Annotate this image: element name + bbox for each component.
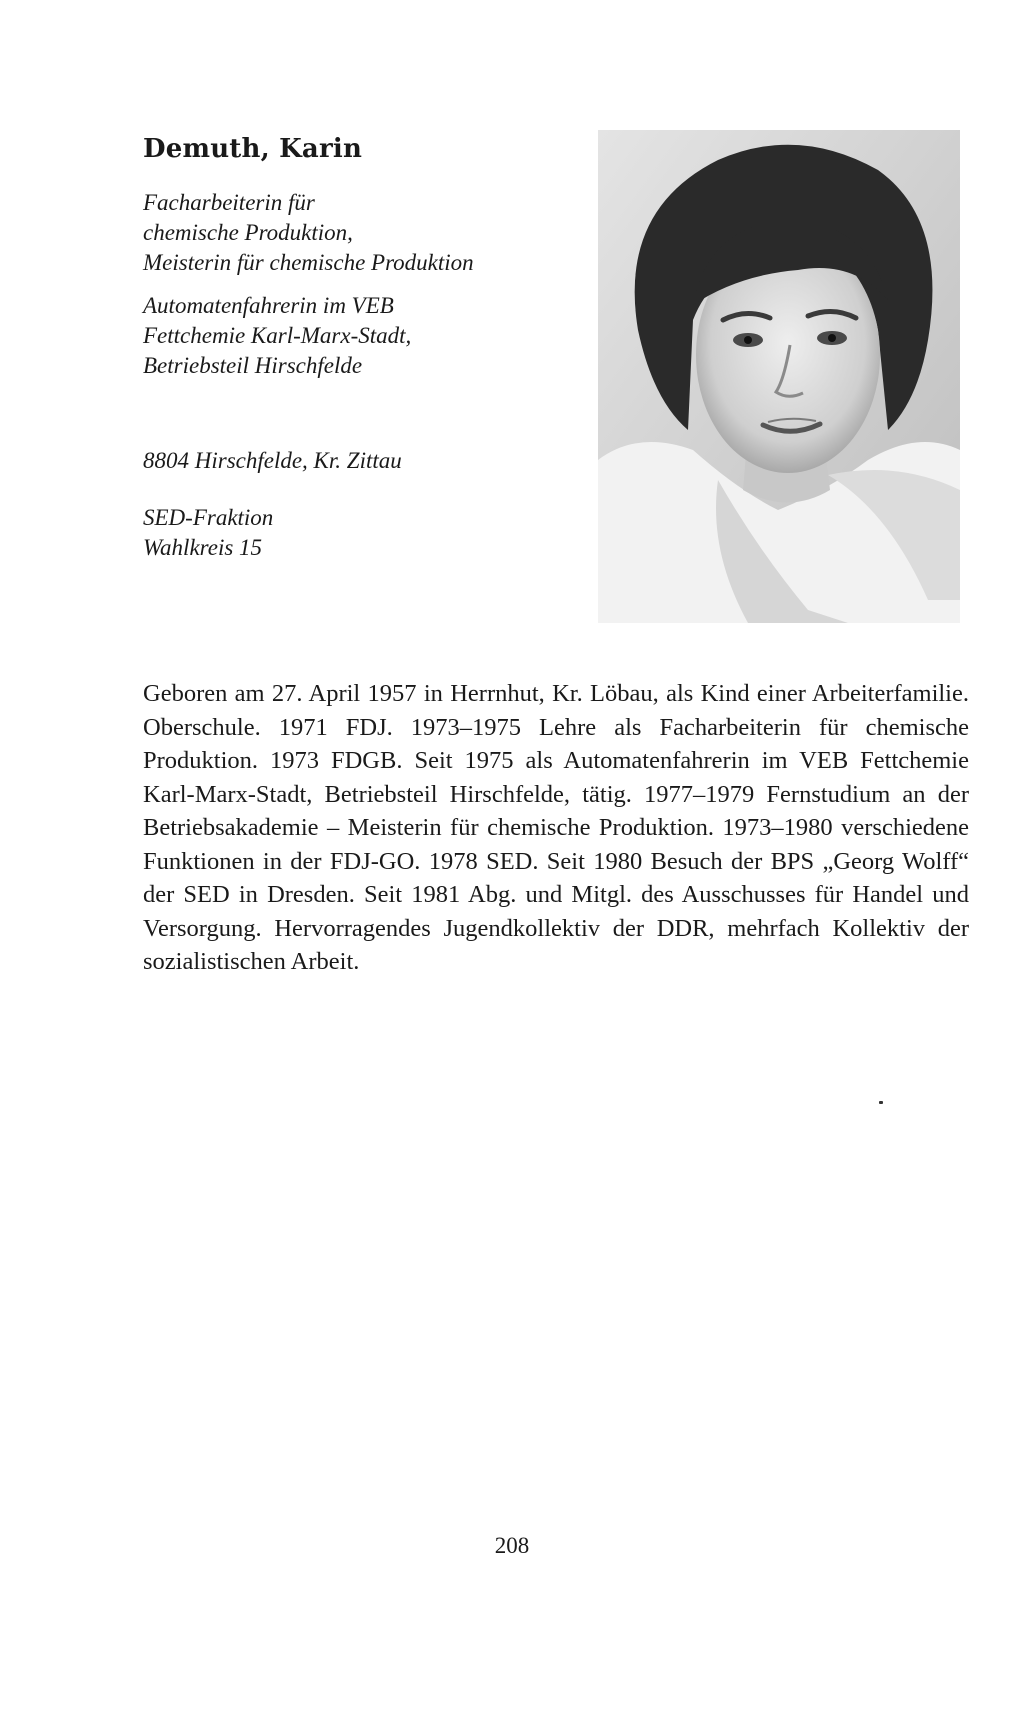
page-number: 208 — [494, 1533, 530, 1558]
person-name: Demuth, Karin — [143, 134, 363, 164]
biography-text: Geboren am 27. April 1957 in Herrnhut, Kr. Löbau, als Kind einer Arbeiterfamilie. Oberschule. 1971 FDJ. 1973–1975 Lehre als Facharbeiterin für chemische Produktion. 1973 FDGB. Seit 1975 als Automatenfahrerin im VEB Fettchemie Karl-Marx-Stadt, Betriebsteil Hirschfelde, tätig. 1977–1979 Fernstudium an der Betriebsakademie – Meisterin für chemische Produktion. 1973–1980 verschiedene Funktionen in der FDJ-GO. 1978 SED. Seit 1980 Besuch der BPS „Georg Wolff“ der SED in Dresden. Seit 1981 Abg. und Mitgl. des Ausschusses für Handel und Versorgung. Hervorragendes Jugendkollektiv der DDR, mehrfach Kollektiv der sozialistischen Arbeit. — [143, 680, 969, 975]
print-speck — [879, 1101, 883, 1104]
faction-constituency — [143, 503, 583, 563]
portrait-photo — [598, 130, 960, 623]
workplace-line: Fettchemie Karl-Marx-Stadt, — [143, 323, 412, 348]
address-line: 8804 Hirschfelde, Kr. Zittau — [143, 448, 402, 473]
qualification-line: chemische Produktion, — [143, 220, 353, 245]
address — [143, 446, 583, 476]
portrait-illustration — [598, 130, 960, 623]
workplace-line: Automatenfahrerin im VEB — [143, 293, 394, 318]
qualifications — [143, 188, 583, 278]
qualification-line: Facharbeiterin für — [143, 190, 315, 215]
workplace — [143, 291, 583, 381]
workplace-line: Betriebsteil Hirschfelde — [143, 353, 363, 378]
qualification-line: Meisterin für chemische Produktion — [143, 250, 474, 275]
constituency: Wahlkreis 15 — [143, 535, 263, 560]
faction: SED-Fraktion — [143, 505, 274, 530]
